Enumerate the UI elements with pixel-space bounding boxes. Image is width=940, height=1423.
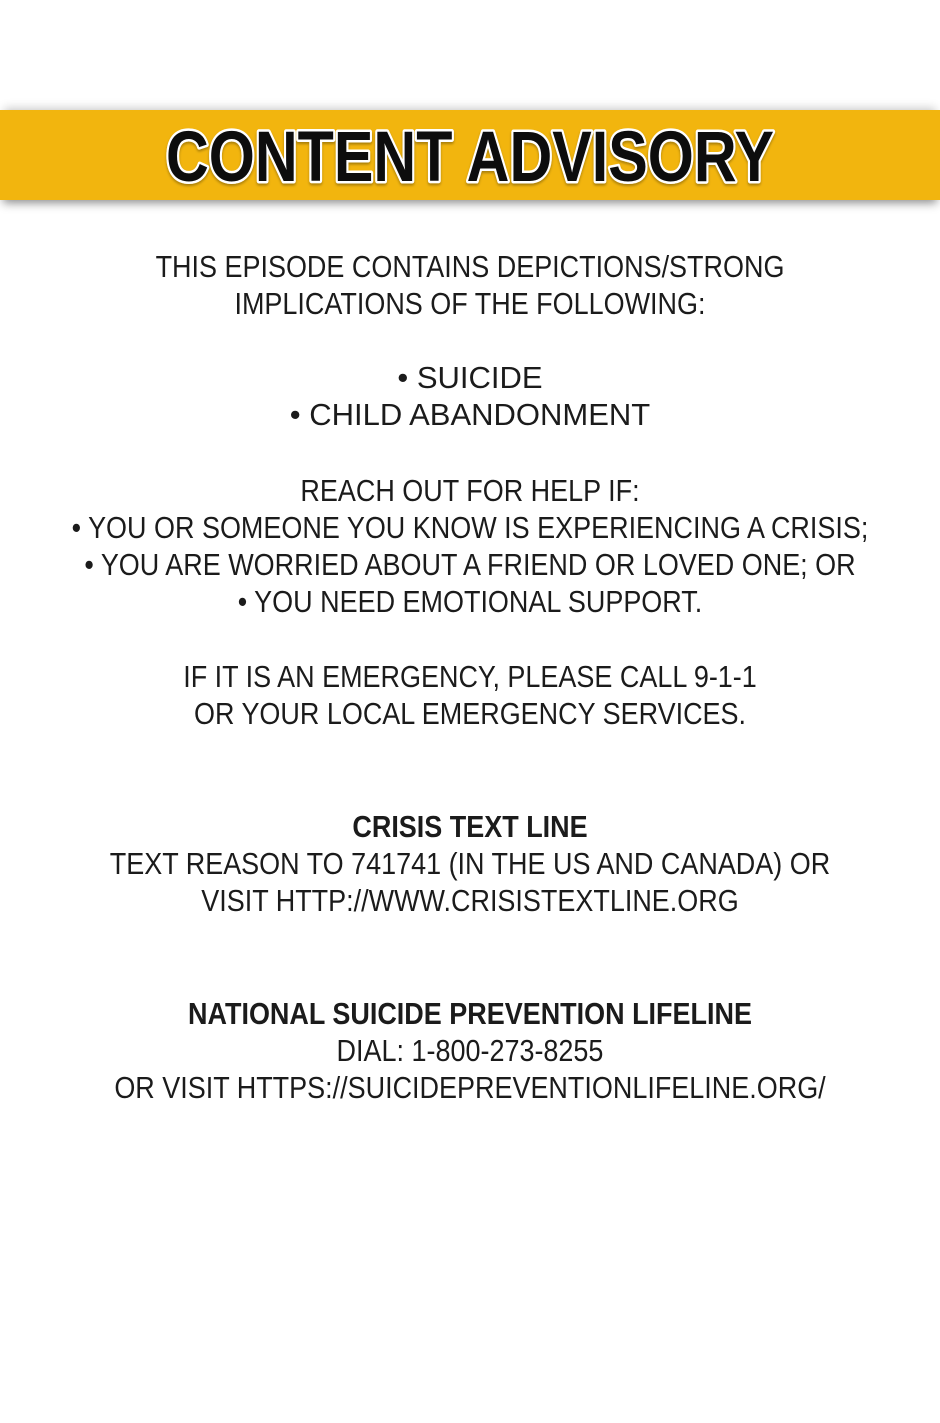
lifeline-url: OR VISIT HTTPS://SUICIDEPREVENTIONLIFELINE.ORG/ <box>114 1070 826 1105</box>
warning-list <box>0 359 940 433</box>
emergency-paragraph <box>61 658 879 732</box>
warning-item-suicide: • SUICIDE <box>397 360 543 395</box>
crisis-text-line-url: VISIT HTTP://WWW.CRISISTEXTLINE.ORG <box>201 883 739 918</box>
intro-line-1: THIS EPISODE CONTAINS DEPICTIONS/STRONG <box>155 249 785 284</box>
advisory-banner-art <box>0 110 940 200</box>
crisis-text-line-section <box>61 808 879 919</box>
reach-out-item-support: • YOU NEED EMOTIONAL SUPPORT. <box>237 584 703 619</box>
emergency-line-2: OR YOUR LOCAL EMERGENCY SERVICES. <box>193 696 747 731</box>
reach-out-item-crisis: • YOU OR SOMEONE YOU KNOW IS EXPERIENCING A CRISIS; <box>71 510 869 545</box>
lifeline-phone: DIAL: 1-800-273-8255 <box>336 1033 604 1068</box>
lifeline-section <box>61 995 879 1106</box>
emergency-line-1: IF IT IS AN EMERGENCY, PLEASE CALL 9-1-1 <box>183 659 757 694</box>
advisory-content <box>0 248 940 1106</box>
warning-item-child-abandonment: • CHILD ABANDONMENT <box>289 397 651 432</box>
lifeline-heading: NATIONAL SUICIDE PREVENTION LIFELINE <box>188 996 752 1031</box>
reach-out-item-worried: • YOU ARE WORRIED ABOUT A FRIEND OR LOVED ONE; OR <box>84 547 856 582</box>
intro-paragraph <box>61 248 879 322</box>
reach-out-heading: REACH OUT FOR HELP IF: <box>300 473 640 508</box>
crisis-text-line-info: TEXT REASON TO 741741 (IN THE US AND CANADA) OR <box>109 846 831 881</box>
advisory-banner <box>0 110 940 200</box>
intro-line-2: IMPLICATIONS OF THE FOLLOWING: <box>234 286 706 321</box>
reach-out-section <box>61 472 879 620</box>
banner-title: CONTENT ADVISORY <box>166 118 774 197</box>
crisis-text-line-heading: CRISIS TEXT LINE <box>352 809 588 844</box>
